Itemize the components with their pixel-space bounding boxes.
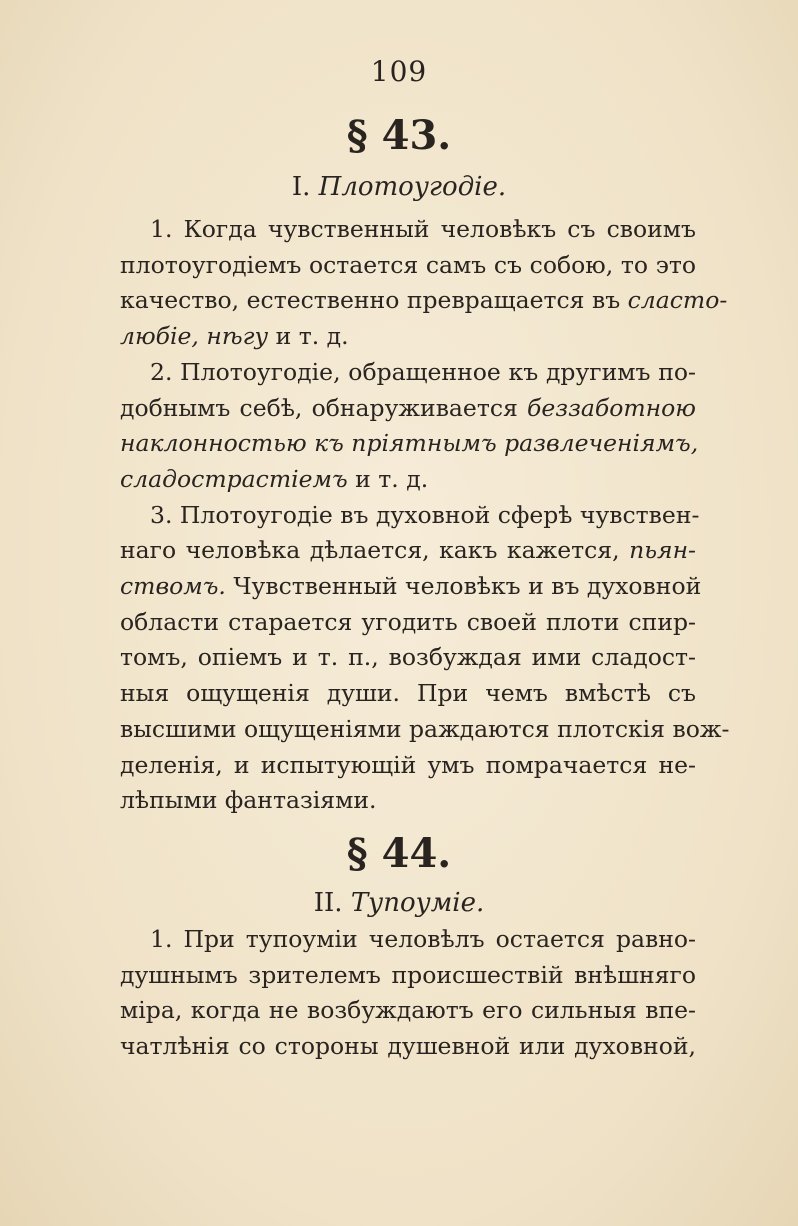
text-run: добнымъ себѣ, обнаруживается: [120, 393, 527, 422]
text-run: лѣпыми фантазіями.: [120, 786, 377, 815]
text-line: [120, 679, 696, 708]
text-line: [120, 714, 730, 743]
subtitle-number: II.: [313, 888, 343, 918]
text-run: наклонностью къ пріятнымъ развлеченіямъ,: [120, 429, 699, 458]
text-run: Чувственный человѣкъ и въ духовной: [225, 572, 702, 600]
text-line: [120, 536, 696, 565]
text-line: [150, 215, 696, 243]
text-line: [120, 429, 699, 458]
text-run: пьян-: [629, 536, 696, 565]
text-run: плотоугодіемъ остается самъ съ собою, то это: [120, 250, 696, 279]
text-run: деленія, и испытующій умъ помрачается не-: [120, 750, 696, 779]
text-line: [120, 960, 696, 989]
text-line: [120, 464, 696, 493]
text-line: [120, 750, 696, 779]
text-run: сласто-: [627, 286, 728, 315]
text-run: ныя ощущенія души. При чемъ вмѣстѣ съ: [120, 679, 696, 708]
text-run: 3. Плотоугодіе въ духовной сферѣ чувствен-: [150, 500, 700, 529]
section-mark-43: § 43.: [346, 112, 452, 159]
text-run: томъ, опіемъ и т. п., возбуждая ими сладост-: [120, 643, 696, 672]
text-run: наго человѣка дѣлается, какъ кажется,: [120, 536, 630, 565]
text-run: 2. Плотоугодіе, обращенное къ другимъ по-: [150, 357, 696, 386]
subtitle-number: I.: [291, 172, 311, 202]
section-subtitle-43: [0, 172, 798, 202]
page-number: 109: [370, 55, 428, 88]
text-line: [120, 607, 696, 636]
text-line: [150, 357, 696, 386]
text-run: качество, естественно превращается въ: [120, 286, 628, 315]
text-line: [120, 572, 702, 600]
text-run: міра, когда не возбуждаютъ его сильныя впе-: [120, 996, 696, 1025]
section-subtitle-44: [0, 888, 798, 918]
text-run: сладострастіемъ: [120, 464, 348, 493]
text-run: высшими ощущеніями раждаются плотскія вож-: [120, 714, 730, 743]
text-run: душнымъ зрителемъ происшествій внѣшняго: [120, 960, 696, 989]
subtitle-title: Тупоуміе.: [350, 888, 485, 918]
text-run: области старается угодить своей плоти спир-: [120, 607, 696, 636]
text-line: [120, 1032, 696, 1061]
subtitle-title: Плотоугодіе.: [318, 172, 507, 202]
section-mark-44: § 44.: [346, 830, 452, 877]
text-line: [120, 643, 696, 672]
text-line: [120, 393, 696, 422]
text-line: [150, 500, 700, 529]
text-line: [120, 786, 696, 815]
text-run: 1. Когда чувственный человѣкъ съ своимъ: [150, 215, 696, 243]
text-line: [120, 286, 728, 315]
text-run: и т. д.: [347, 464, 429, 493]
text-line: [150, 925, 696, 953]
text-run: чатлѣнія со стороны душевной или духовной,: [120, 1032, 696, 1061]
text-run: 1. При тупоуміи человѣлъ остается равно-: [150, 925, 696, 953]
text-line: [120, 250, 696, 279]
text-line: [120, 322, 696, 351]
text-line: [120, 996, 696, 1025]
text-run: беззаботною: [527, 393, 696, 422]
text-run: любіе, нѣгу: [120, 322, 269, 351]
text-run: и т. д.: [268, 322, 349, 351]
text-run: ствомъ.: [120, 572, 226, 600]
